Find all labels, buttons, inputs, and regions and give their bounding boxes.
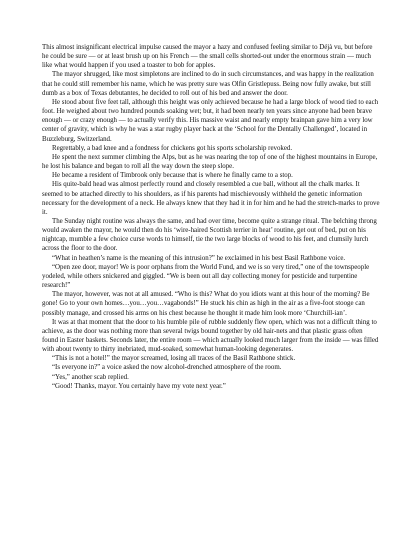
paragraph-3: He stood about five feet tall, although this height was only achieved because he had a large block of wood tied to each foot. He weighed about two hundred pounds soaking wet; but, it had been nearly ten years since anyone had been brave enough — or crazy enough — to actually verify this. His massive waist and nearly empty brainpan gave him a very low center of gravity, which is why he was a star rugby player back at the ‘School for the Dentally Challenged’, located in Buzzleburg, Switzerland. <box>42 98 379 143</box>
paragraph-4: Regrettably, a bad knee and a fondness for chickens got his sports scholarship revoked. <box>52 144 293 152</box>
paragraph-1: This almost insignificant electrical impulse caused the mayor a hazy and confused feeling similar to Déjà vu, but before he could be sure — or at least brush up on his French — the small cells shorted-out under the enormous strain — much like what would happen if you used a toaster to bob for apples. <box>42 44 373 70</box>
paragraph-9: “What in heathen’s name is the meaning of this intrusion?” he exclaimed in his best Basil Rathbone voice. <box>52 254 346 262</box>
paragraph-5: He spent the next summer climbing the Alps, but as he was nearing the top of one of the highest mountains in Europe, he lost his balance and began to roll all the way down the steep slope. <box>42 153 378 171</box>
paragraph-16: “Good! Thanks, mayor. You certainly have my vote next year.” <box>52 382 226 390</box>
paragraph-12: It was at that moment that the door to his humble pile of rubble suddenly flew open, which was not a difficult thing to achieve, as the door was nothing more than several twigs bound together by old hair-nets and that plastic grass often found in Easter baskets. Seconds later, the entire room — which actually looked much larger from the inside — was filled with about twenty to thirty inebriated, mud-soaked, somewhat human-looking degenerates. <box>42 318 379 354</box>
document-page <box>42 43 380 391</box>
paragraph-10: “Open zee door, mayor! We is poor orphans from the World Fund, and we is so very tired,” one of the townspeople yodeled, while others snickered and giggled. “We is been out all day collecting money for pesticide and turpentine research!” <box>42 263 370 290</box>
paragraph-11: The mayor, however, was not at all amused. “Who is this? What do you idiots want at this hour of the morning? Be gone! Go to your own homes…you…you…vagabonds!” He stuck his chin as high in the air as a five-foot stooge can possibly manage, and crossed his arms on his chest because he thought it made him look more ‘Churchill-ian’. <box>42 291 370 317</box>
paragraph-6: He became a resident of Timbrook only because that is where he finally came to a stop. <box>52 172 293 180</box>
paragraph-13: “This is not a hotel!” the mayor screamed, losing all traces of the Basil Rathbone shtick. <box>52 355 296 363</box>
paragraph-7: His quite-bald head was almost perfectly round and closely resembled a cue ball, without all the chalk marks. It seemed to be attached directly to his shoulders, as if his parents had mischievously withheld the genetic information necessary for the development of a neck. He always knew that they had it in for him and he had the stretch-marks to prove it. <box>42 181 380 216</box>
paragraph-15: “Yes,” another scab replied. <box>52 373 129 381</box>
paragraph-14: “Is everyone in?” a voice asked the now alcohol-drenched atmosphere of the room. <box>52 364 282 372</box>
paragraph-2: The mayor shrugged, like most simpletons are inclined to do in such circumstances, and was happy in the realization that he could still remember his name, which he was pretty sure was Olfin Gristlepuss. Being now fully awake, but still dumb as a box of Texas debutantes, he decided to roll out of his bed and answer the door. <box>42 71 374 97</box>
paragraph-8: The Sunday night routine was always the same, and had over time, become quite a strange ritual. The belching throng would awaken the mayor, he would then do his ‘wire-haired Scottish terrier in heat’ routine, get out of bed, put on his nightcap, mumble a few choice curse words to himself, tie the two large blocks of wood to his feet, and clumsily lurch across the floor to the door. <box>42 217 377 253</box>
